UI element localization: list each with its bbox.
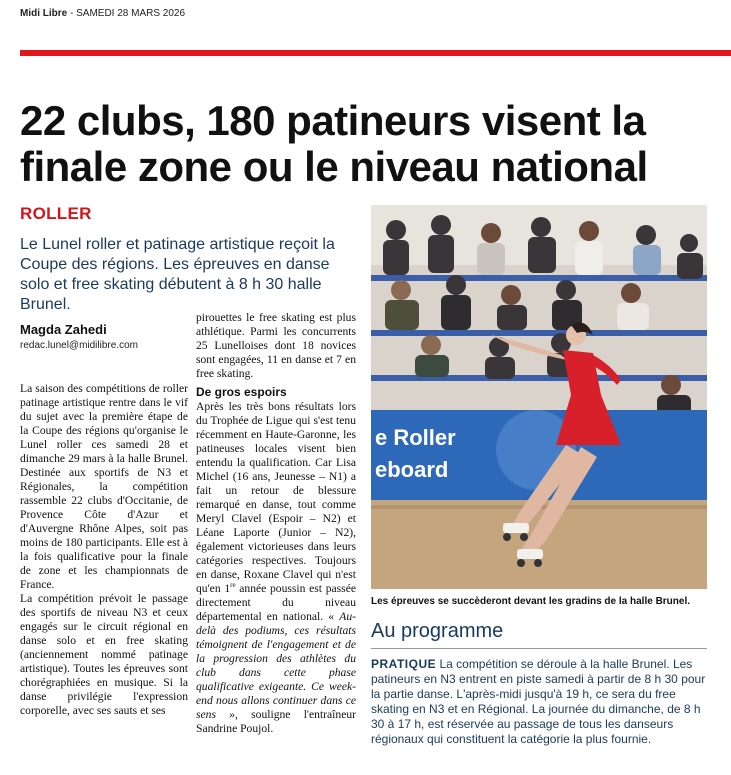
author-email[interactable]: redac.lunel@midilibre.com [20,340,138,351]
p4-part-b: année poussin est passée directement du niveau départemental en national. « [196,582,356,623]
banner-text-2: eboard [375,457,449,482]
programme-keyword: PRATIQUE [371,657,437,671]
programme-rule [371,648,707,649]
programme-title: Au programme [371,620,504,642]
paragraph-1: La saison des compétitions de roller patinage artistique rentre dans le vif du sujet avec la première étape de la Coupe des régions qu'organise le Lunel roller ces samedi 28 et dimanche 29 mars à la halle Brunel. Destinée aux sportifs de N3 et Régionales, la compétition rassemble 22 clubs d'Occitanie, de Provence Côte d'Azur et d'Auvergne Rhône Alpes, soit pas moins de 180 participants. Elle est à la fois qualificative pour la finale de zone et les championnats de France. [20,382,188,591]
article-photo [371,205,707,589]
ordinal-sup: re [230,581,236,590]
paragraph-2: La compétition prévoit le passage des sportifs de niveau N3 et ceux engagés sur le circuit régional en danse solo et en free skating (anciennement nommé patinage artistique). Toutes les épreuves sont chorégraphiées en musique. Si la danse privilégie l'expression corporelle, avec ses sauts et ses [20,592,188,717]
photo-illustration [371,205,707,589]
paragraph-3: pirouettes le free skating est plus athlétique. Parmi les concurrents 25 Lunelloises dont 18 novices sont engagées, 11 en danse et 7 en free skating. [196,311,356,380]
quote: Au-delà des podiums, ces résultats témoignent de l'engagement et de la progression des athlètes du club dans cette phase qualificative exigeante. Ce week-end nous allons continuer dans ce sens [196,610,356,721]
subheading: De gros espoirs [196,385,287,399]
chapo: Le Lunel roller et patinage artistique reçoit la Coupe des régions. Les épreuves en danse solo et free skating débutent à 8 h 30 halle Brunel. [20,236,335,313]
issue-date: - SAMEDI 28 MARS 2026 [67,8,186,19]
headline: 22 clubs, 180 patineurs visent la finale zone ou le niveau national [20,97,648,190]
p4-part-a: Après les très bons résultats lors du Trophée de Ligue qui s'est tenu récemment en Haute-Garonne, les patineuses locales visent bien entendu la qualification. Car Lisa Michel (16 ans, Jeunesse – N1) a fait un retour de blessure remarqué en danse, tout comme Meryl Clavel (Espoir – N2) et Léane Laporte (Junior – N2), également victorieuses dans leurs catégories respectives. Toujours en danse, Roxane Clavel qui n'est qu'en 1 [196,400,356,595]
masthead [20,8,185,19]
programme-text [371,657,707,747]
red-rule [20,50,731,56]
photo-caption: Les épreuves se succèderont devant les gradins de la halle Brunel. [371,596,691,607]
paper-name: Midi Libre [20,8,68,19]
article-column-2 [196,311,356,736]
paragraph-4 [196,400,356,736]
banner-text-1: e Roller [375,425,456,450]
article-column-1 [20,382,188,718]
programme-body: La compétition se déroule à la halle Brunel. Les patineurs en N3 entrent en piste samedi à partir de 8 h 30 pour la partie danse. L'après-midi jusqu'à 19 h, ce sera du free skating en N3 et en Régional. La journée du dimanche, de 8 h 30 à 17 h, est réservée au passage de tous les danseurs régionaux qui constituent la catégorie la plus fournie. [371,657,706,746]
rubric: ROLLER [20,204,92,223]
author-name: Magda Zahedi [20,322,107,337]
p4-part-c: », souligne l'entraîneur Sandrine Poujol. [196,708,356,735]
